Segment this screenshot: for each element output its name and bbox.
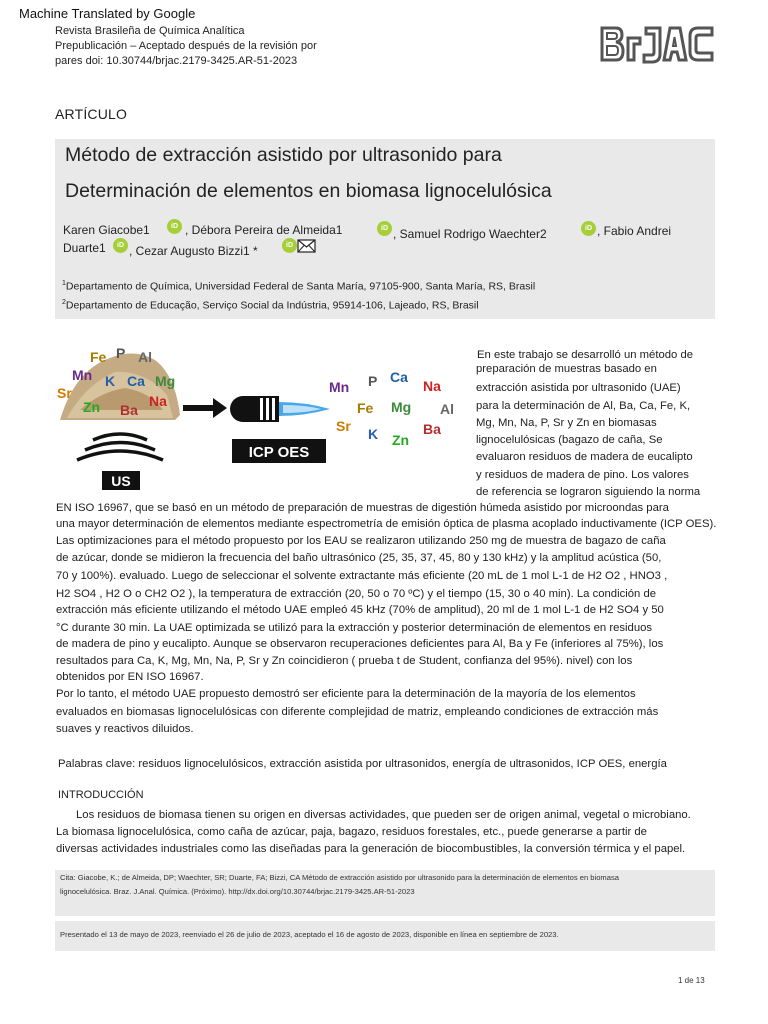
author-3: , Samuel Rodrigo Waechter2 [393,227,547,241]
abstract-line: lignocelulósicas (bagazo de caña, Se [476,434,663,446]
intro-paragraph-line: diversas actividades industriales como las diseñadas para la generación de biocombustibles, la conversión térmica y el papel. [56,843,686,855]
abstract-line: extracción asistida por ultrasonido (UAE) [476,382,681,394]
affiliation-1: $^1$Departamento de Química, Universidad Federal de Santa María, 97105-900, Santa María, RS, Brasil [62,280,536,293]
result-label-na: Na [423,378,441,394]
icp-oes-label: ICP OES [248,444,310,461]
prepublication-note: Prepublicación – Aceptado después de la revisión por [55,40,317,52]
orcid-icon[interactable]: iD [282,238,297,253]
icp-torch-icon [230,396,330,422]
result-label-ba: Ba [423,421,441,437]
abstract-line: evaluaron residuos de madera de eucalipto [476,451,693,463]
abstract-line: de azúcar, donde se midieron la frecuencia del baño ultrasónico (25, 35, 37, 45, 80 y 130 kHz) y la amplitud acústica (50, [56,552,662,564]
orcid-icon[interactable]: iD [581,221,596,236]
result-label-sr: Sr [336,418,351,434]
abstract-line: EN ISO 16967, que se basó en un método de preparación de muestras de digestión húmeda asistido por microondas para [56,502,669,514]
element-label-ba: Ba [120,402,138,418]
element-label-p: P [116,345,126,361]
paper-title-line-2: Determinación de elementos en biomasa lignocelulósica [65,180,552,202]
abstract-line: para la determinación de Al, Ba, Ca, Fe, K, [476,400,691,412]
us-label: US [111,473,131,489]
ultrasound-waves-icon [77,434,163,460]
element-label-zn: Zn [83,399,101,415]
abstract-line: una mayor determinación de elementos mediante espectrometría de emisión óptica de plasma acoplado inductivamente (ICP OES). [56,518,717,530]
element-label-k: K [105,373,116,389]
result-label-fe: Fe [357,400,374,416]
abstract-line: evaluados en biomasas lignocelulósicas con diferente complejidad de matriz, empleando condiciones de extracción más [56,706,659,718]
abstract-line: suaves y reactivos diluidos. [56,723,194,735]
email-envelope-icon[interactable] [297,239,316,253]
orcid-icon[interactable]: iD [167,219,182,234]
element-label-na: Na [149,393,167,409]
abstract-line: obtenidos por EN ISO 16967. [56,671,204,683]
author-5: , Cezar Augusto Bizzi1 * [129,244,258,258]
abstract-line: °C durante 30 min. La UAE optimizada se utilizó para la extracción y posterior determinación de elementos en residuos [56,622,653,634]
machine-translation-banner: Machine Translated by Google [19,6,196,21]
journal-name: Revista Brasileña de Química Analítica [55,25,245,37]
page-number: 1 de 13 [678,976,705,985]
author-4-cont: Duarte1 [63,241,106,255]
orcid-icon[interactable]: iD [377,221,392,236]
affiliation-2: $^2$Departamento de Educação, Serviço Social da Indústria, 95914-106, Lajeado, RS, Brasil [62,299,479,312]
brjac-logo [598,24,716,70]
element-label-mn: Mn [72,367,93,383]
element-label-fe: Fe [90,349,107,365]
author-2: , Débora Pereira de Almeida1 [185,223,343,237]
element-label-ca: Ca [127,373,145,389]
abstract-line: de madera de pino y eucalipto. Aunque se observaron recuperaciones deficientes para Al, Ba y Fe (inferiores al 75%), los [56,638,664,650]
author-1: Karen Giacobe1 [63,223,150,237]
abstract-line: Mg, Mn, Na, P, Sr y Zn en biomasas [476,417,657,429]
intro-paragraph-line: Los residuos de biomasa tienen su origen en diversas actividades, que pueden ser de origen animal, vegetal o microbiano. [76,809,691,821]
result-label-p: P [368,373,378,389]
graphical-abstract [55,340,465,500]
element-label-al: Al [138,349,152,365]
result-label-ca: Ca [390,369,408,385]
abstract-line: extracción más eficiente utilizando el método UAE empleó 45 kHz (70% de amplitud), 20 ml de 1 mol L-1 de H2 SO4 y 50 [56,604,664,616]
abstract-line: Las optimizaciones para el método propuesto por los EAU se realizaron utilizando 250 mg de muestra de bagazo de caña [56,535,666,547]
element-label-mg: Mg [155,373,176,389]
abstract-line: preparación de muestras basado en [476,363,657,375]
keywords: Palabras clave: residuos lignocelulósicos, extracción asistida por ultrasonidos, energía de ultrasonidos, ICP OES, energía [58,758,667,770]
doi-line[interactable]: pares doi: 10.30744/brjac.2179-3425.AR-51-2023 [55,55,298,67]
result-label-k: K [368,426,379,442]
article-type-label: ARTÍCULO [55,106,128,122]
result-label-al: Al [440,401,454,417]
abstract-line: 70 y 100%). evaluado. Luego de seleccionar el solvente extractante más eficiente (20 mL de 1 mol L-1 de H2 O2 , HNO3 , [56,570,668,582]
orcid-icon[interactable]: iD [113,238,128,253]
intro-paragraph-line: La biomasa lignocelulósica, como caña de azúcar, paja, bagazo, residuos forestales, etc., puede generarse a partir de [56,826,647,838]
arrow-icon [183,398,227,418]
citation-line[interactable]: lignocelulósica. Braz. J.Anal. Química. (Próximo). http://dx.doi.org/10.30744/brjac.2179-3425.AR-51-2023 [60,887,415,896]
abstract-line: y residuos de madera de pino. Los valores [476,469,689,481]
result-label-mn: Mn [329,379,350,395]
result-label-zn: Zn [392,432,410,448]
abstract-line: H2 SO4 , H2 O o CH2 O2 ), la temperatura de extracción (20, 50 o 70 ºC) y el tiempo (15, 30 o 40 min). La condición de [56,588,657,600]
result-label-mg: Mg [391,399,412,415]
abstract-line: Por lo tanto, el método UAE propuesto demostró ser eficiente para la determinación de la mayoría de los elementos [56,688,636,700]
journal-header [55,24,317,69]
abstract-line: En este trabajo se desarrolló un método de [477,349,694,361]
submission-dates: Presentado el 13 de mayo de 2023, reenviado el 26 de julio de 2023, aceptado el 16 de agosto de 2023, disponible en línea en septiembre de 2023. [60,930,559,939]
section-heading-introduction: INTRODUCCIÓN [58,789,144,801]
paper-title-line-1: Método de extracción asistido por ultrasonido para [65,144,502,166]
abstract-line: de referencia se lograron siguiendo la norma [476,486,701,498]
element-label-sr: Sr [57,385,72,401]
author-4: , Fabio Andrei [597,224,672,238]
abstract-line: resultados para Ca, K, Mg, Mn, Na, P, Sr y Zn coincidieron ( prueba t de Student, confianza del 95%). nivel) con los [56,655,633,667]
citation-line: Cita: Giacobe, K.; de Almeida, DP; Waechter, SR; Duarte, FA; Bizzi, CA Método de extracción asistido por ultrasonido para la determinación de elementos en biomasa [60,873,619,882]
